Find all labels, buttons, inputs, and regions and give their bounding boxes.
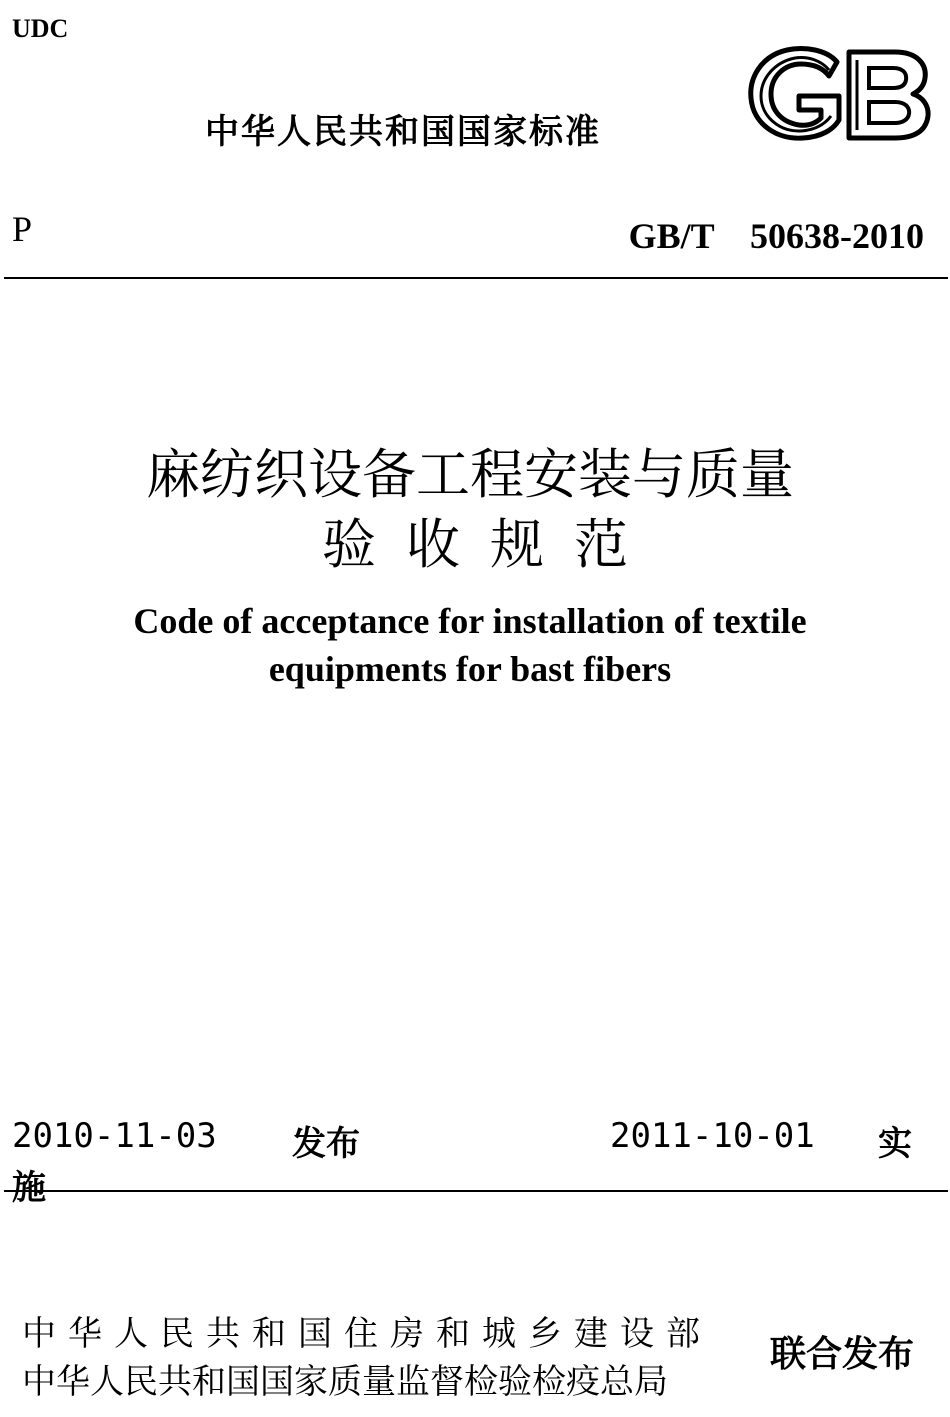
udc-label: UDC [12, 14, 69, 43]
title-en-line1: Code of acceptance for installation of textile [133, 601, 807, 641]
title-cn-line1: 麻纺织设备工程安装与质量 [146, 445, 794, 505]
publisher-aqsiq: 中华人民共和国国家质量监督检验检疫总局 [22, 1362, 668, 1402]
national-standard-heading: 中华人民共和国国家标准 [205, 112, 601, 152]
standard-number: GB/T 50638-2010 [628, 216, 924, 256]
top-divider [4, 277, 948, 279]
publisher-ministry-housing: 中华人民共和国住房和城乡建设部 [22, 1314, 712, 1354]
title-cn-line2: 验收规范 [322, 515, 658, 575]
gb-logo-icon [745, 40, 933, 146]
implement-date: 2011-10-01 [610, 1116, 815, 1156]
bottom-divider [4, 1190, 948, 1192]
implement-label-part2: 施 [12, 1168, 46, 1208]
title-en-line2: equipments for bast fibers [268, 649, 672, 689]
category-code: P [12, 209, 33, 249]
issue-date: 2010-11-03 [12, 1116, 217, 1156]
issue-label: 发布 [292, 1124, 360, 1164]
implement-label-part1: 实 [878, 1124, 912, 1164]
joint-publish-label: 联合发布 [770, 1334, 915, 1375]
